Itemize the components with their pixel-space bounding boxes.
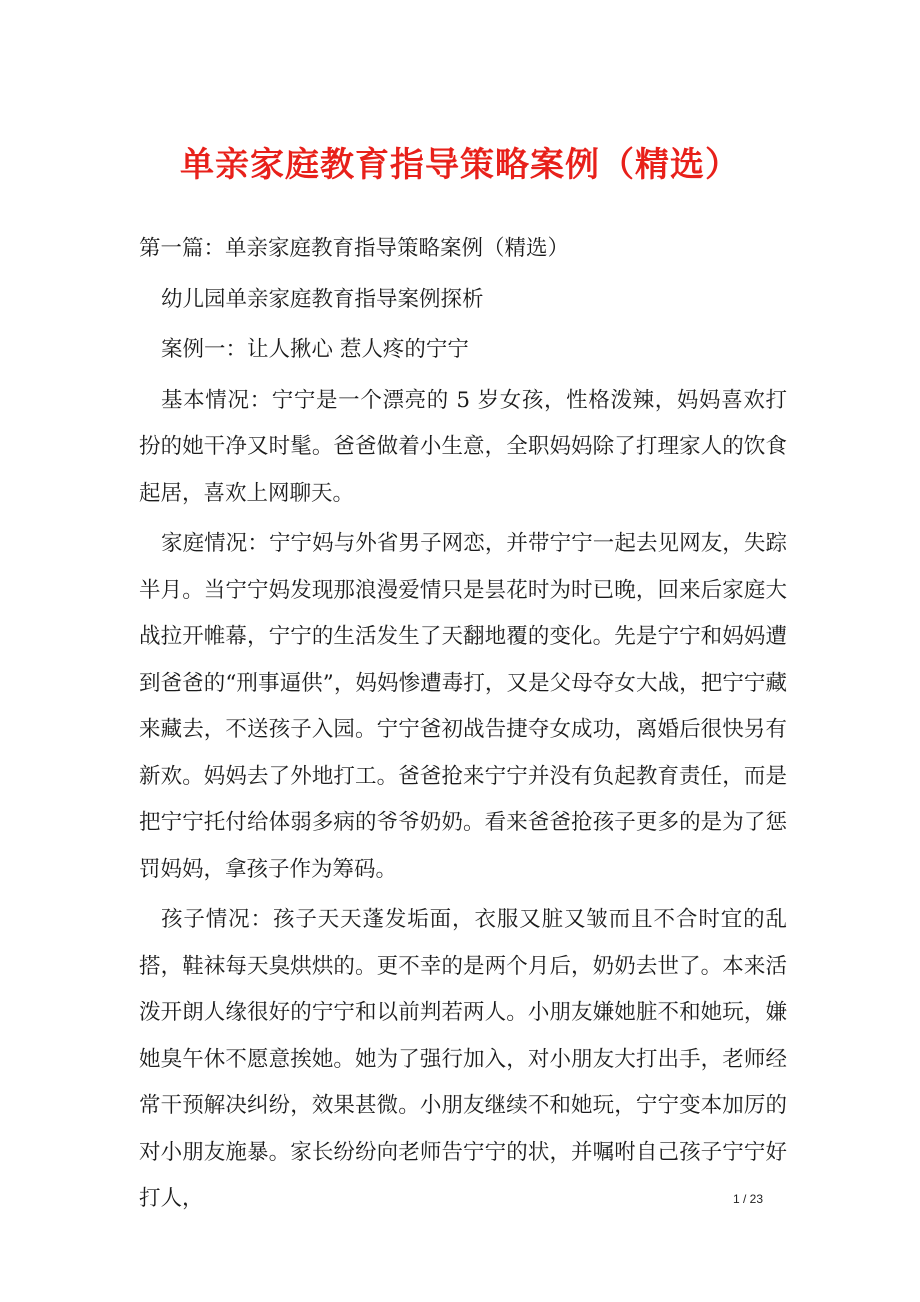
page-number: 1 / 23	[733, 1192, 764, 1206]
paragraph-child-info: 孩子情况：孩子天天蓬发垢面，衣服又脏又皱而且不合时宜的乱搭，鞋袜每天臭烘烘的。更不幸的是两个月后，奶奶去世了。本来活泼开朗人缘很好的宁宁和以前判若两人。小朋友嫌她脏不和她玩，嫌她臭午休不愿意挨她。她为了强行加入，对小朋友大打出手，老师经常干预解决纠纷，效果甚微。小朋友继续不和她玩，宁宁变本加厉的对小朋友施暴。家长纷纷向老师告宁宁的状，并嘱咐自己孩子宁宁好打人，	[139, 907, 787, 1211]
paragraph-basic-info: 基本情况：宁宁是一个漂亮的 5 岁女孩，性格泼辣，妈妈喜欢打扮的她干净又时髦。爸爸做着小生意，全职妈妈除了打理家人的饮食起居，喜欢上网聊天。	[139, 387, 787, 506]
paragraph-section-heading: 第一篇：单亲家庭教育指导策略案例（精选）	[139, 236, 570, 261]
document-body	[139, 226, 787, 1227]
paragraph-family-info: 家庭情况：宁宁妈与外省男子网恋，并带宁宁一起去见网友，失踪半月。当宁宁妈发现那浪漫爱情只是昙花时为时已晚，回来后家庭大战拉开帷幕，宁宁的生活发生了天翻地覆的变化。先是宁宁和妈妈遭到爸爸的“刑事逼供”，妈妈惨遭毒打，又是父母夺女大战，把宁宁藏来藏去，不送孩子入园。宁宁爸初战告捷夺女成功，离婚后很快另有新欢。妈妈去了外地打工。爸爸抢来宁宁并没有负起教育责任，而是把宁宁托付给体弱多病的爷爷奶奶。看来爸爸抢孩子更多的是为了惩罚妈妈，拿孩子作为筹码。	[139, 531, 787, 882]
paragraph-subtitle: 幼儿园单亲家庭教育指导案例探析	[161, 286, 484, 312]
paragraph-case-title: 案例一：让人揪心 惹人疼的宁宁	[161, 337, 469, 362]
document-title: 单亲家庭教育指导策略案例（精选）	[180, 145, 740, 185]
